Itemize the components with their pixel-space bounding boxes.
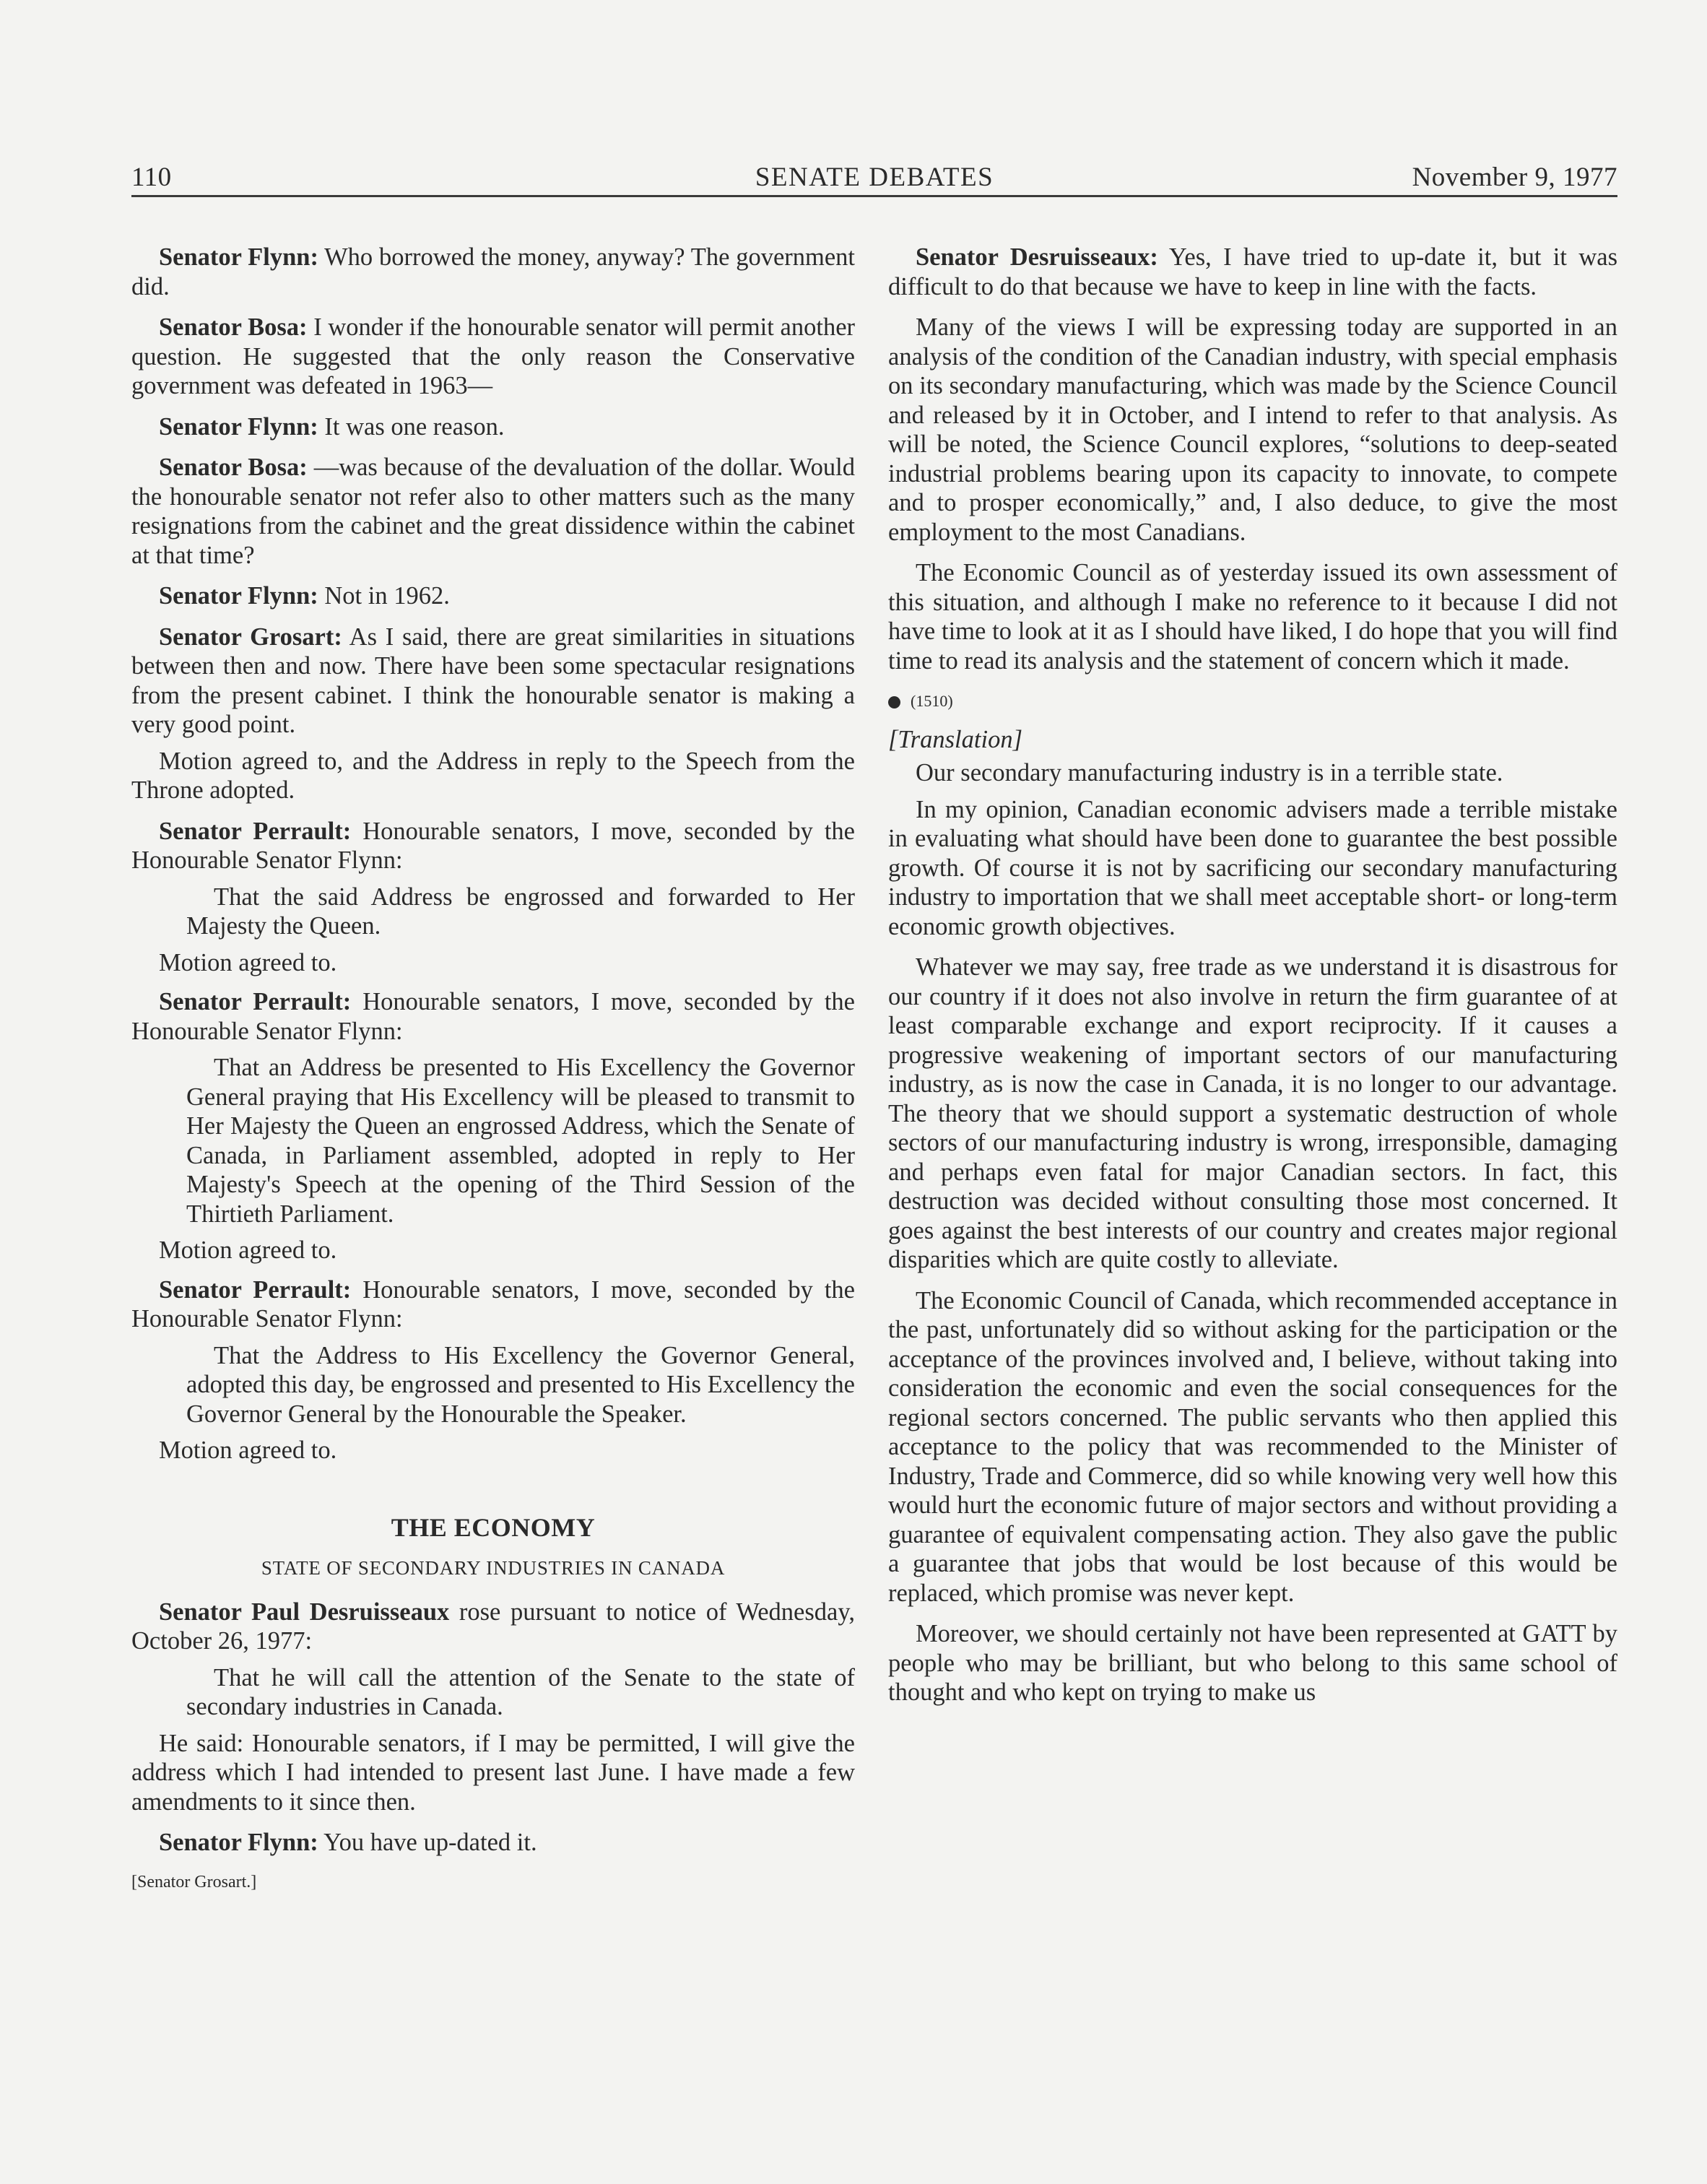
speaker-name: Senator Perrault: bbox=[159, 817, 352, 845]
paragraph bbox=[888, 243, 1617, 301]
speaker-name: Senator Bosa: bbox=[159, 454, 308, 481]
paragraph bbox=[131, 313, 855, 401]
motion-result: Motion agreed to. bbox=[159, 1436, 337, 1464]
paragraph bbox=[131, 817, 855, 875]
paragraph bbox=[131, 581, 855, 611]
section-subheading: STATE OF SECONDARY INDUSTRIES IN CANADA bbox=[261, 1557, 726, 1579]
paragraph: Moreover, we should certainly not have been represented at GATT by people who may be brilliant, but who belong to this same school of thought and who kept on trying to make us bbox=[888, 1620, 1617, 1706]
paragraph: In my opinion, Canadian economic advisers made a terrible mistake in evaluating what should have been done to guarantee the best possible growth. Of course it is not by sacrificing our secondary manufacturing industry to importation that we shall meet acceptable short- or long-term economic growth objectives. bbox=[888, 795, 1617, 940]
speech-text: I wonder if the honourable senator will permit another question. He suggested that the only reason the Conservative government was defeated in 1963— bbox=[131, 313, 855, 399]
speaker-name: Senator Paul Desruisseaux bbox=[159, 1598, 450, 1626]
paragraph: He said: Honourable senators, if I may be permitted, I will give the address which I had intended to present last June. I have made a few amendments to it since then. bbox=[131, 1729, 855, 1816]
right-column bbox=[888, 243, 1617, 1719]
page-header bbox=[131, 157, 1617, 197]
speaker-name: Senator Desruisseaux: bbox=[916, 243, 1158, 271]
paragraph: Whatever we may say, free trade as we understand it is disastrous for our country if it does not also involve in return the firm guarantee of at least comparable exchange and export reciprocity. If it causes a progressive weakening of important sectors of our manufacturing industry, as is now the case in Canada, it is no longer to our advantage. The theory that we should support a systematic destruction of whole sectors of our manufacturing industry is wrong, irresponsible, damaging and perhaps even fatal for major Canadian sectors. In fact, this destruction was decided without consulting those most concerned. It goes against the best interests of our country and creates major regional disparities which are quite costly to alleviate. bbox=[888, 953, 1617, 1273]
paragraph bbox=[131, 1598, 855, 1656]
speaker-name: Senator Flynn: bbox=[159, 582, 318, 610]
speech-text: You have up-dated it. bbox=[318, 1829, 537, 1856]
time-marker-text: (1510) bbox=[911, 692, 953, 710]
paragraph: The Economic Council of Canada, which recommended acceptance in the past, unfortunately did so without asking for the participation or the acceptance of the provinces involved and, I believe, without taking into consideration the economic and even the social consequences for the regional sectors concerned. The public servants who then applied this acceptance to the policy that was recommended to the Minister of Industry, Trade and Commerce, did so while knowing very well how this would hurt the economic future of major sectors and without providing a guarantee of equivalent compensating action. They also gave the public a guarantee that jobs that would be lost because of this would be replaced, which promise was never kept. bbox=[888, 1286, 1617, 1607]
left-column bbox=[131, 243, 855, 1897]
speaker-name: Senator Bosa: bbox=[159, 313, 308, 341]
page-number: 110 bbox=[131, 162, 172, 192]
time-marker bbox=[888, 687, 1617, 716]
paragraph bbox=[131, 1828, 855, 1858]
speech-text: Honourable senators, I move, seconded by the Honourable Senator Flynn: bbox=[131, 1275, 855, 1332]
speaker-name: Senator Flynn: bbox=[159, 243, 318, 271]
footer-note: [Senator Grosart.] bbox=[131, 1872, 257, 1892]
motion-quote: That the said Address be engrossed and forwarded to Her Majesty the Queen. bbox=[186, 883, 855, 940]
speech-text: —was because of the devaluation of the dollar. Would the honourable senator not refer also to other matters such as the many resignations from the cabinet and the great dissidence within the cabinet at that time? bbox=[131, 454, 855, 569]
speaker-name: Senator Perrault: bbox=[159, 988, 352, 1015]
motion-result: Motion agreed to. bbox=[159, 948, 337, 976]
motion-quote: That the Address to His Excellency the Governor General, adopted this day, be engrossed and presented to His Excellency the Governor General by the Honourable the Speaker. bbox=[186, 1341, 855, 1428]
publication-title: SENATE DEBATES bbox=[755, 162, 994, 192]
speaker-name: Senator Grosart: bbox=[159, 623, 342, 651]
paragraph bbox=[131, 243, 855, 301]
speech-text: It was one reason. bbox=[318, 412, 505, 441]
paragraph bbox=[131, 987, 855, 1046]
paragraph bbox=[131, 1275, 855, 1334]
paragraph: Many of the views I will be expressing today are supported in an analysis of the condition of the Canadian industry, with special emphasis on its secondary manufacturing, which was made by the Science Council and released by it in October, and I intend to refer to that analysis. As will be noted, the Science Council explores, “solutions to deep-seated industrial problems bearing upon its capacity to innovate, to compete and to prosper economically,” and, I also deduce, to give the most employment to the most Canadians. bbox=[888, 313, 1617, 546]
motion-quote: That an Address be presented to His Excellency the Governor General praying that His Excellency will be pleased to transmit to Her Majesty the Queen an engrossed Address, which the Senate of Canada, in Parliament assembled, adopted in reply to Her Majesty's Speech at the opening of the Third Session of the Thirtieth Parliament. bbox=[186, 1054, 855, 1228]
section-heading: THE ECONOMY bbox=[391, 1512, 596, 1542]
speech-text: Who borrowed the money, anyway? The government did. bbox=[131, 243, 855, 300]
speaker-name: Senator Perrault: bbox=[159, 1275, 352, 1304]
speech-text: As I said, there are great similarities in situations between then and now. There have been some spectacular resignations from the present cabinet. I think the honourable senator is making a very good point. bbox=[131, 623, 855, 738]
speech-text: Yes, I have tried to up-date it, but it was difficult to do that because we have to keep in line with the facts. bbox=[888, 243, 1617, 300]
paragraph bbox=[131, 453, 855, 570]
speech-text: Honourable senators, I move, seconded by the Honourable Senator Flynn: bbox=[131, 988, 855, 1045]
paragraph: Motion agreed to, and the Address in reply to the Speech from the Throne adopted. bbox=[131, 747, 855, 804]
notice-quote: That he will call the attention of the Senate to the state of secondary industries in Canada. bbox=[186, 1663, 855, 1720]
paragraph bbox=[131, 412, 855, 442]
speaker-name: Senator Flynn: bbox=[159, 412, 318, 441]
paragraph: Our secondary manufacturing industry is in a terrible state. bbox=[916, 759, 1503, 786]
speaker-name: Senator Flynn: bbox=[159, 1829, 318, 1856]
paragraph: The Economic Council as of yesterday issued its own assessment of this situation, and although I make no reference to it because I did not have time to look at it as I should have liked, I do hope that you will find time to read its analysis and the statement of concern which it made. bbox=[888, 559, 1617, 675]
header-date: November 9, 1977 bbox=[1412, 162, 1617, 192]
speech-text: Not in 1962. bbox=[318, 582, 450, 610]
speech-text: Honourable senators, I move, seconded by the Honourable Senator Flynn: bbox=[131, 817, 855, 874]
translation-label: [Translation] bbox=[888, 725, 1022, 753]
motion-result: Motion agreed to. bbox=[159, 1236, 337, 1264]
paragraph bbox=[131, 623, 855, 740]
speech-text: rose pursuant to notice of Wednesday, October 26, 1977: bbox=[131, 1598, 855, 1655]
bullet-icon bbox=[888, 696, 900, 708]
